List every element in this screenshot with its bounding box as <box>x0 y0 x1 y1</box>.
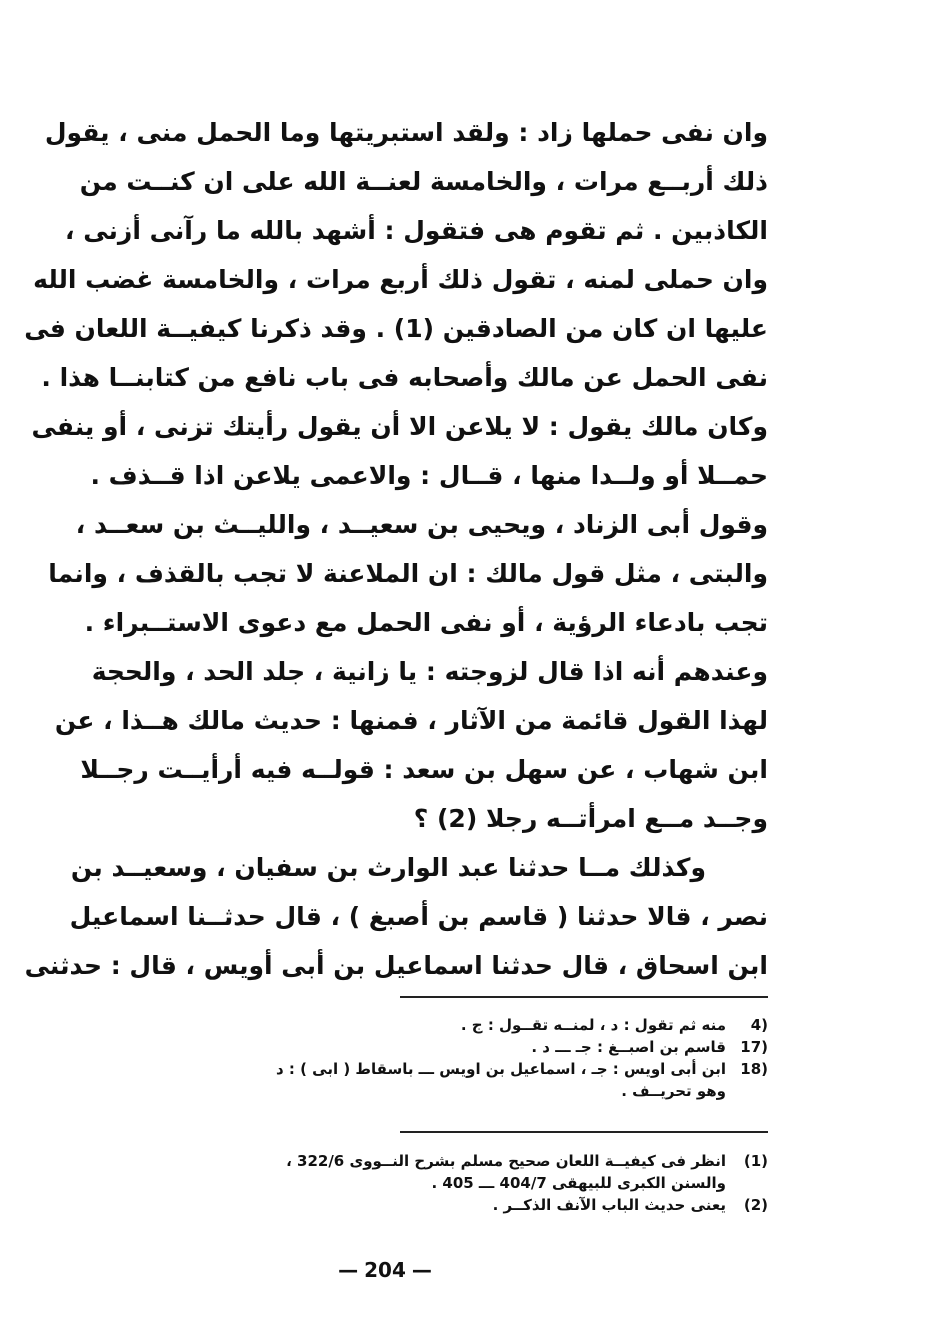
text-line: الكاذبين . ثم تقوم هى فتقول : أشهد بالله ما رآنى أزنى ، <box>65 216 768 245</box>
variant-note-number: 18) <box>740 1060 768 1078</box>
page-number-dash-right: — <box>411 1258 432 1282</box>
text-line: وقول أبى الزناد ، ويحيى بن سعيــد ، والليــث بن سعــد ، <box>75 510 768 539</box>
variant-note-number: 17) <box>740 1038 768 1056</box>
footnote-continuation: والسنن الكبرى للبيهقى 404/7 ـــ 405 . <box>431 1174 726 1192</box>
variant-note-number: 4) <box>750 1016 768 1034</box>
text-line: لهذا القول قائمة من الآثار ، فمنها : حديث مالك هــذا ، عن <box>54 706 768 735</box>
text-line: ذلك أربــع مرات ، والخامسة لعنــة الله على ان كنــت من <box>79 167 768 196</box>
footnotes-separator-rule <box>400 1131 768 1133</box>
footnote <box>100 1150 768 1194</box>
page-number <box>0 1258 770 1282</box>
text-line: نصر ، قالا حدثنا ( قاسم بن أصبغ ) ، قال حدثــنا اسماعيل <box>69 902 768 931</box>
footnote-text: يعنى حديث الباب الآنف الذكــر . <box>492 1196 726 1214</box>
variant-note-text: قاسم بن اصبــغ : جـ ـــ د . <box>531 1038 726 1056</box>
variant-note-text: منه ثم تقول : د ، لمنــه تقــول : ج . <box>460 1016 726 1034</box>
footnote-number: (1) <box>743 1152 768 1170</box>
text-line: والبتى ، مثل قول مالك : ان الملاعنة لا تجب بالقذف ، وانما <box>48 559 768 588</box>
text-line: ابن شهاب ، عن سهل بن سعد : قولــه فيه أرأيــت رجــلا <box>80 755 768 784</box>
variants-separator-rule <box>400 996 768 998</box>
text-line: نفى الحمل عن مالك وأصحابه فى باب نافع من كتابنــا هذا . <box>41 363 768 392</box>
page-number-dash-left: — <box>338 1258 359 1282</box>
text-line: وكان مالك يقول : لا يلاعن الا أن يقول رأيتك تزنى ، أو ينفى <box>31 412 768 441</box>
text-line: وان نفى حملها زاد : ولقد استبريتها وما الحمل منى ، يقول <box>44 118 768 147</box>
footnote-text: انظر فى كيفيــة اللعان صحيح مسلم بشرح النــووى 322/6 ، <box>286 1152 726 1170</box>
footnote <box>100 1194 768 1216</box>
main-text-block <box>24 108 768 990</box>
text-line: وجــد مــع امرأتــه رجلا (2) ؟ <box>413 804 768 833</box>
page-number-value: 204 <box>364 1258 406 1282</box>
variant-note <box>100 1014 768 1036</box>
footnote-number: (2) <box>743 1196 768 1214</box>
text-line: وعندهم أنه اذا قال لزوجته : يا زانية ، جلد الحد ، والحجة <box>91 657 768 686</box>
text-line: وان حملى لمنه ، تقول ذلك أربع مرات ، والخامسة غضب الله <box>33 265 768 294</box>
text-line: تجب بادعاء الرؤية ، أو نفى الحمل مع دعوى الاستــبراء . <box>84 608 768 637</box>
text-line: ابن اسحاق ، قال حدثنا اسماعيل بن أبى أويس ، قال : حدثنى <box>24 951 768 980</box>
variant-note-text: ابن أبى اويس : جـ ، اسماعيل بن اويس ـــ باسقاط ( ابى ) : د <box>275 1060 726 1078</box>
variant-note-body <box>100 1058 726 1102</box>
text-line: وكذلك مــا حدثنا عبد الوارث بن سفيان ، وسعيــد بن <box>70 853 706 882</box>
footnotes <box>100 1150 768 1216</box>
variant-note <box>100 1036 768 1058</box>
text-line: حمــلا أو ولــدا منها ، قــال : والاعمى يلاعن اذا قــذف . <box>90 461 768 490</box>
variant-note-continuation: وهو تحريــف . <box>621 1082 726 1100</box>
variant-note <box>100 1058 768 1102</box>
footnote-body <box>100 1150 726 1194</box>
text-line: عليها ان كان من الصادقين (1) . وقد ذكرنا كيفيــة اللعان فى <box>24 314 768 343</box>
variant-notes <box>100 1014 768 1102</box>
